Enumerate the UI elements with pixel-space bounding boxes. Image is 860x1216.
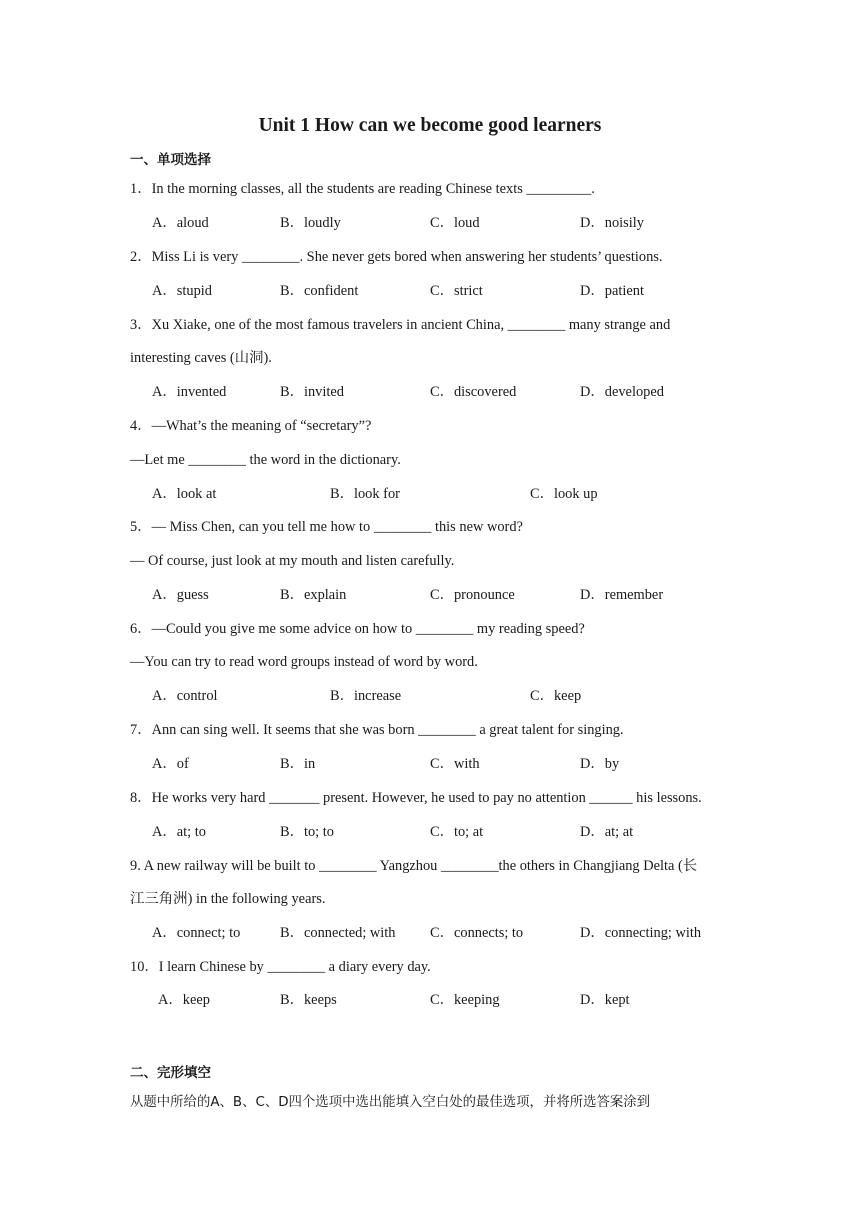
question-1-option-b: B．loudly [280, 215, 341, 231]
question-2-option-d: D．patient [580, 283, 644, 299]
question-7-text: 7．Ann can sing well. It seems that she was born ________ a great talent for singing. [130, 722, 624, 738]
question-1-option-d: D．noisily [580, 215, 644, 231]
question-9-option-b: B．connected; with [280, 925, 396, 941]
question-3-text-cont: interesting caves (山洞). [130, 350, 272, 366]
question-10-option-a: A．keep [158, 992, 210, 1008]
question-10-option-d: D．kept [580, 992, 630, 1008]
question-5-option-a: A．guess [152, 587, 209, 603]
question-8-option-c: C．to; at [430, 824, 484, 840]
question-1-option-a: A．aloud [152, 215, 209, 231]
question-5-text: 5．— Miss Chen, can you tell me how to ________ this new word? [130, 519, 523, 535]
question-9-text: 9. A new railway will be built to ________ Yangzhou ________the others in Changjiang Delta (长 [130, 858, 698, 874]
cloze-instruction: 从题中所给的A、B、C、D四个选项中选出能填入空白处的最佳选项，并将所选答案涂到 [130, 1095, 651, 1110]
question-9-option-a: A．connect; to [152, 925, 241, 941]
question-7-option-c: C．with [430, 756, 480, 772]
question-2-option-b: B．confident [280, 283, 359, 299]
question-3-option-d: D．developed [580, 384, 664, 400]
question-1-option-c: C．loud [430, 215, 480, 231]
question-5-option-c: C．pronounce [430, 587, 515, 603]
question-4-option-b: B．look for [330, 486, 400, 502]
question-8-option-a: A．at; to [152, 824, 206, 840]
question-1-text: 1．In the morning classes, all the students are reading Chinese texts _________. [130, 181, 595, 197]
question-8-option-b: B．to; to [280, 824, 334, 840]
question-5-option-d: D．remember [580, 587, 664, 603]
question-4-text-cont: —Let me ________ the word in the dictionary. [130, 452, 401, 468]
question-2-text: 2．Miss Li is very ________. She never gets bored when answering her students’ questions. [130, 249, 663, 265]
question-6-option-a: A．control [152, 688, 218, 704]
question-6-option-c: C．keep [530, 688, 582, 704]
question-3-option-b: B．invited [280, 384, 344, 400]
question-4-text: 4．—What’s the meaning of “secretary”? [130, 418, 372, 434]
question-4-option-a: A．look at [152, 486, 217, 502]
question-2-option-a: A．stupid [152, 283, 212, 299]
question-4-option-c: C．look up [530, 486, 598, 502]
question-6-option-b: B．increase [330, 688, 402, 704]
question-6-text-cont: —You can try to read word groups instead of word by word. [130, 654, 478, 670]
question-3-option-c: C．discovered [430, 384, 517, 400]
question-5-option-b: B．explain [280, 587, 347, 603]
question-8-option-d: D．at; at [580, 824, 634, 840]
question-5-text-cont: — Of course, just look at my mouth and listen carefully. [130, 553, 455, 569]
section-heading-cloze: 二、完形填空 [130, 1065, 211, 1081]
question-6-text: 6．—Could you give me some advice on how to ________ my reading speed? [130, 621, 585, 637]
question-10-text: 10．I learn Chinese by ________ a diary every day. [130, 959, 431, 975]
question-10-option-c: C．keeping [430, 992, 500, 1008]
page-title: Unit 1 How can we become good learners [258, 115, 602, 136]
question-7-option-a: A．of [152, 756, 189, 772]
question-8-text: 8．He works very hard _______ present. However, he used to pay no attention ______ his lessons. [130, 790, 702, 806]
question-9-text-cont: 江三角洲) in the following years. [130, 891, 326, 907]
question-2-option-c: C．strict [430, 283, 483, 299]
question-10-option-b: B．keeps [280, 992, 337, 1008]
question-7-option-d: D．by [580, 756, 620, 772]
question-9-option-d: D．connecting; with [580, 925, 702, 941]
question-9-option-c: C．connects; to [430, 925, 524, 941]
question-3-text: 3．Xu Xiake, one of the most famous travelers in ancient China, ________ many strange and [130, 317, 671, 333]
question-3-option-a: A．invented [152, 384, 227, 400]
section-heading-single-choice: 一、单项选择 [130, 152, 211, 168]
question-7-option-b: B．in [280, 756, 316, 772]
